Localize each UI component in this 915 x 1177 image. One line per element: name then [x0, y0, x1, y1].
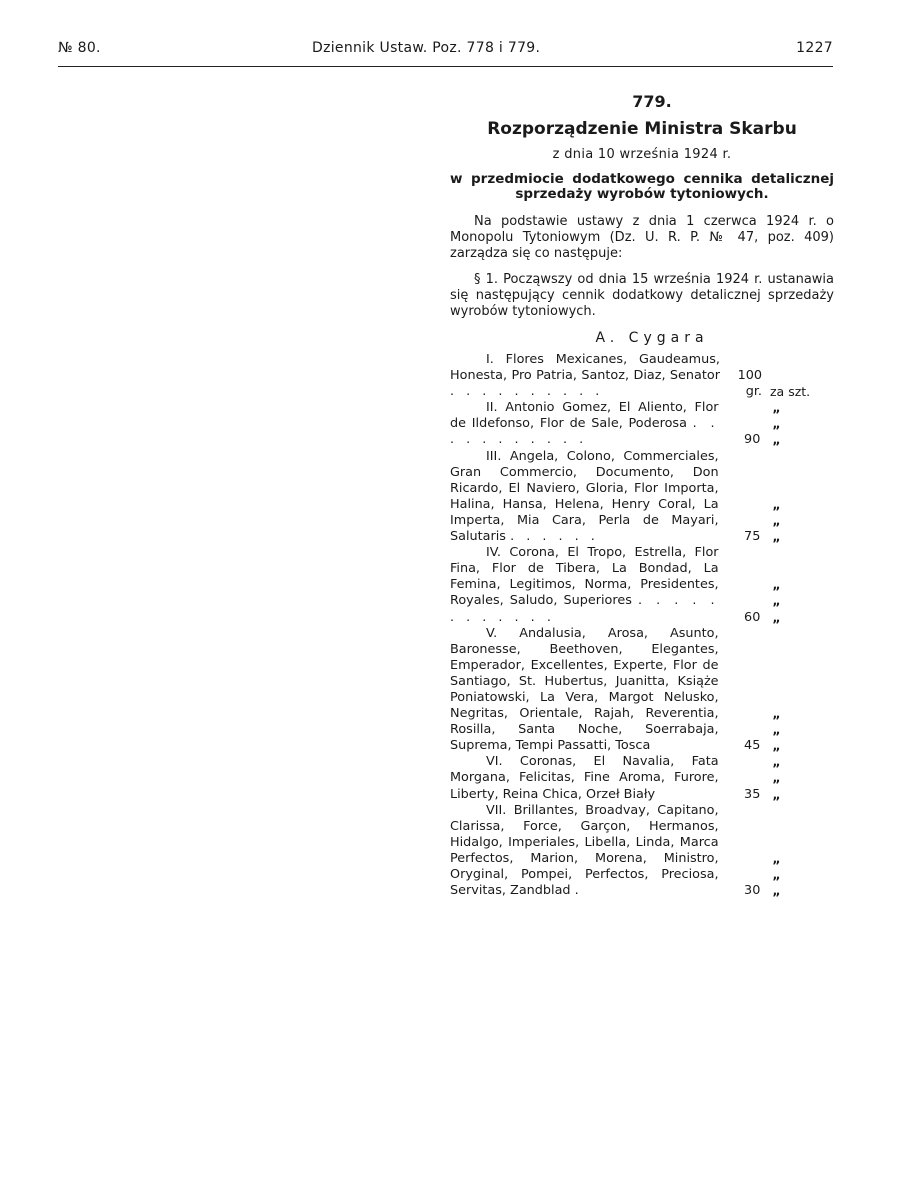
- price-entry: II. Antonio Gomez, El Aliento, Flor de Ildefonso, Flor de Sale, Poderosa . . . . . . . . . . . 90 „ „ „: [450, 400, 834, 448]
- act-title: Rozporządzenie Ministra Skarbu: [487, 119, 797, 139]
- entry-unit: „ „ „: [772, 496, 795, 545]
- price-entry: IV. Corona, El Tropo, Estrella, Flor Fina, Flor de Tibera, La Bondad, La Femina, Legitimos, Norma, Presidentes, Royales, Saludo, Superiores . . . . . . . . . . . . 60 „ „ „: [450, 545, 834, 625]
- entry-unit: „ „ „: [772, 850, 795, 899]
- entry-price: 35: [744, 786, 761, 802]
- preamble: Na podstawie ustawy z dnia 1 czerwca 1924 r. o Monopolu Tytoniowym (Dz. U. R. P. № 47, poz. 409) zarządza się co następuje:: [450, 214, 834, 261]
- price-entry: VII. Brillantes, Broadvay, Capitano, Clarissa, Force, Garçon, Hermanos, Hidalgo, Imperiales, Libella, Linda, Marca Perfectos, Marion, Morena, Ministro, Oryginal, Pompei, Perfectos, Preciosa, Servitas, Zandblad . 30 „ „ „: [450, 803, 834, 900]
- entry-text: VII. Brillantes, Broadvay, Capitano, Clarissa, Force, Garçon, Hermanos, Hidalgo, Imperiales, Libella, Linda, Marca Perfectos, Marion, Morena, Ministro, Oryginal, Pompei, Perfectos, Preciosa, Servitas, Zandblad: [450, 802, 719, 899]
- header-rule: [58, 66, 833, 67]
- issue-number: № 80.: [58, 40, 101, 56]
- entry-text: III. Angela, Colono, Commerciales, Gran Commercio, Documento, Don Ricardo, El Naviero, Gloria, Flor Importa, Halina, Hansa, Helena, Henry Coral, La Imperta, Mia Cara, Perla de Mayari, Salutaris: [450, 448, 719, 545]
- price-list: [450, 352, 834, 899]
- entry-text: II. Antonio Gomez, El Aliento, Flor de Ildefonso, Flor de Sale, Poderosa: [450, 400, 719, 432]
- entry-unit: „ „ „: [772, 754, 795, 802]
- price-entry: I. Flores Mexicanes, Gaudeamus, Honesta, Pro Patria, Santoz, Diaz, Senator . . . . . . . . . . 100 gr. za szt.: [450, 352, 834, 400]
- entry-unit: „ „ „: [772, 577, 795, 625]
- page-number: 1227: [796, 40, 833, 56]
- entry-price: 30: [744, 883, 761, 899]
- entry-text: I. Flores Mexicanes, Gaudeamus, Honesta, Pro Patria, Santoz, Diaz, Senator: [450, 352, 720, 384]
- price-entry: [450, 626, 834, 755]
- act-subject: w przedmiocie dodatkowego cennika detalicznej sprzedaży wyrobów tytoniowych.: [450, 171, 834, 202]
- paragraph-1: § 1. Począwszy od dnia 15 września 1924 r. ustanawia się następujący cennik dodatkowy detalicznej sprzedaży wyrobów tytoniowych.: [450, 272, 834, 319]
- section-title: A. Cygara: [595, 330, 709, 346]
- act-column: [450, 92, 834, 899]
- entry-text: VI. Coronas, El Navalia, Fata Morgana, Felicitas, Fine Aroma, Furore, Liberty, Reina Chica, Orzeł Biały: [450, 754, 719, 802]
- entry-price: 45: [744, 738, 761, 754]
- page-header: [58, 40, 833, 62]
- entry-price: 75: [744, 529, 761, 545]
- price-entry: [450, 754, 834, 802]
- entry-text: V. Andalusia, Arosa, Asunto, Baronesse, Beethoven, Elegantes, Emperador, Excellentes, Experte, Flor de Santiago, St. Hubertus, Juanitta, Książe Poniatowski, La Vera, Margot Nelusko, Negritas, Orientale, Rajah, Reverentia, Rosilla, Santa Noche, Soerrabaja, Suprema, Tempi Passatti, Tosca: [450, 625, 719, 754]
- act-date: z dnia 10 września 1924 r.: [552, 147, 732, 162]
- entry-unit: za szt.: [770, 384, 811, 400]
- act-number: 779.: [632, 92, 672, 111]
- journal-title: Dziennik Ustaw. Poz. 778 i 779.: [312, 40, 541, 56]
- entry-price: 90: [744, 432, 761, 448]
- entry-unit: „ „ „: [772, 706, 795, 754]
- entry-unit: „ „ „: [772, 400, 795, 448]
- entry-text: IV. Corona, El Tropo, Estrella, Flor Fina, Flor de Tibera, La Bondad, La Femina, Legitimos, Norma, Presidentes, Royales, Saludo, Superiores: [450, 545, 719, 609]
- entry-price: 60: [744, 609, 761, 625]
- entry-price: 100 gr.: [737, 368, 762, 400]
- price-entry: III. Angela, Colono, Commerciales, Gran Commercio, Documento, Don Ricardo, El Naviero, Gloria, Flor Importa, Halina, Hansa, Helena, Henry Coral, La Imperta, Mia Cara, Perla de Mayari, Salutaris . . . . . . 75 „ „ „: [450, 449, 834, 546]
